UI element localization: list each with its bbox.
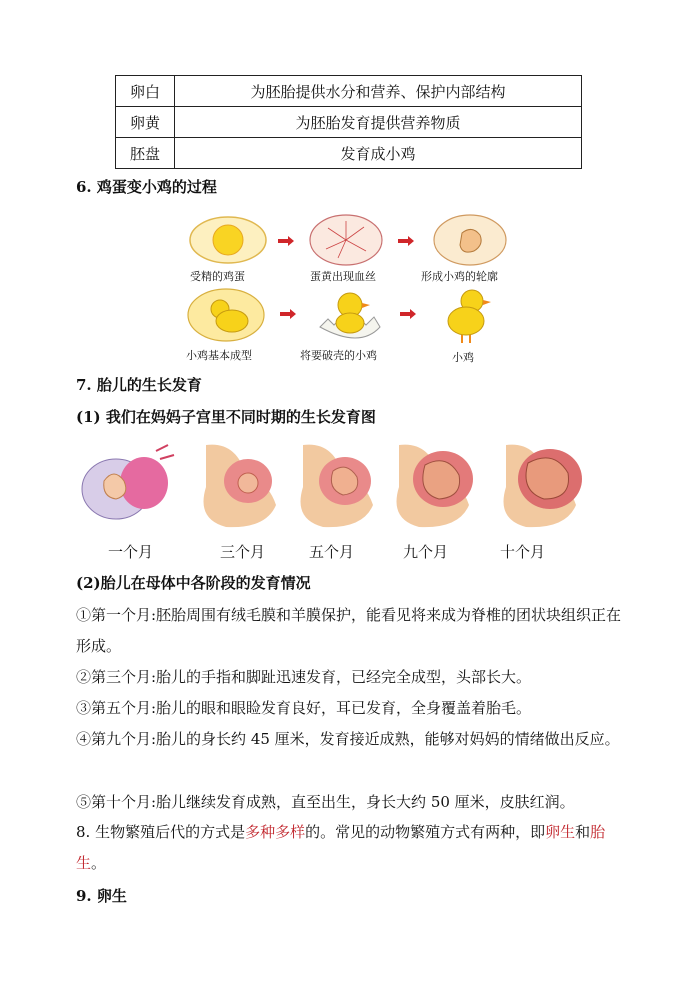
table-cell-part: 卵白 xyxy=(116,76,175,107)
arrow-right-icon xyxy=(398,236,414,246)
paragraph-month-5: ③第五个月:胎儿的眼和眼睑发育良好，耳已发育，全身覆盖着胎毛。 xyxy=(76,699,532,717)
paragraph-month-1: ①第一个月:胚胎周围有绒毛膜和羊膜保护，能看见将来成为脊椎的团状块组织正在形成。 xyxy=(76,606,622,655)
highlight-oviparous: 卵生 xyxy=(545,823,576,841)
fetus-month-1-illustration xyxy=(76,441,180,529)
table-cell-part: 卵黄 xyxy=(116,107,175,138)
fetus-month-3-illustration xyxy=(196,441,284,529)
paragraph-month-9: ④第九个月:胎儿的身长约 45 厘米，发育接近成熟，能够对妈妈的情绪做出反应。 xyxy=(76,730,620,748)
table-cell-part: 胚盘 xyxy=(116,138,175,169)
paragraph-month-3: ②第三个月:胎儿的手指和脚趾迅速发育，已经完全成型，头部长大。 xyxy=(76,668,532,686)
table-cell-function: 发育成小鸡 xyxy=(175,138,582,169)
table-cell-function: 为胚胎发育提供营养物质 xyxy=(175,107,582,138)
table-row xyxy=(116,107,582,138)
egg-structure-table xyxy=(115,75,582,169)
highlight-viviparous: 胎生 xyxy=(76,823,606,872)
section-7-subtitle-1: (1) 我们在妈妈子宫里不同时期的生长发育图 xyxy=(76,408,376,426)
arrow-right-icon xyxy=(278,236,294,246)
month-label: 九个月 xyxy=(403,543,449,561)
egg-blood-vessels-illustration xyxy=(308,213,384,267)
section-6-title: 6. 鸡蛋变小鸡的过程 xyxy=(76,178,217,196)
highlight-diverse: 多种多样 xyxy=(245,823,306,841)
hatching-chick-illustration xyxy=(310,283,390,345)
chick-outline-egg-illustration xyxy=(432,213,508,267)
fetus-month-9-illustration xyxy=(389,441,479,529)
section-8-text: 和 xyxy=(575,823,591,841)
paragraph-month-10: ⑤第十个月:胎儿继续发育成熟，直至出生，身长大约 50 厘米，皮肤红润。 xyxy=(76,793,575,811)
section-8-text: 8. 生物繁殖后代的方式是 xyxy=(76,823,246,841)
month-label: 十个月 xyxy=(500,543,546,561)
stage-caption: 将要破壳的小鸡 xyxy=(300,349,377,362)
section-8-text: 的。常见的动物繁殖方式有两种，即 xyxy=(305,823,546,841)
section-7-subtitle-2: (2)胎儿在母体中各阶段的发育情况 xyxy=(76,574,311,592)
arrow-right-icon xyxy=(280,309,296,319)
section-8-text: 。 xyxy=(91,854,107,872)
table-cell-function: 为胚胎提供水分和营养、保护内部结构 xyxy=(175,76,582,107)
month-label: 三个月 xyxy=(220,543,266,561)
chick-formed-egg-illustration xyxy=(186,287,266,343)
stage-caption: 蛋黄出现血丝 xyxy=(310,270,376,283)
fertilized-egg-illustration xyxy=(188,215,268,265)
stage-caption: 小鸡 xyxy=(452,351,474,364)
section-9-title: 9. 卵生 xyxy=(76,887,127,905)
arrow-right-icon xyxy=(400,309,416,319)
section-8-paragraph xyxy=(76,817,628,879)
table-row xyxy=(116,138,582,169)
month-label: 一个月 xyxy=(108,543,154,561)
fetus-month-5-illustration xyxy=(293,441,381,529)
section-7-title: 7. 胎儿的生长发育 xyxy=(76,376,202,394)
month-label: 五个月 xyxy=(309,543,355,561)
chick-illustration xyxy=(436,285,502,347)
stage-caption: 形成小鸡的轮廓 xyxy=(421,270,498,283)
stage-caption: 受精的鸡蛋 xyxy=(190,270,245,283)
table-row xyxy=(116,76,582,107)
fetus-month-10-illustration xyxy=(496,441,586,529)
stage-caption: 小鸡基本成型 xyxy=(186,349,252,362)
